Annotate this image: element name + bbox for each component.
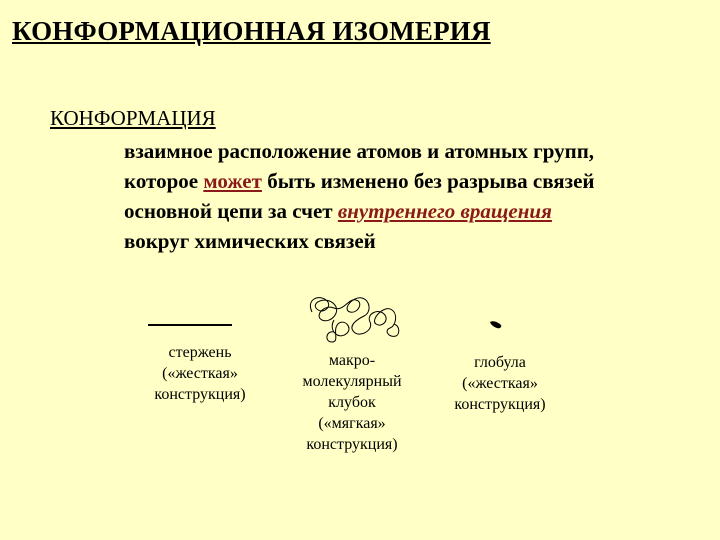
slide-title: КОНФОРМАЦИОННАЯ ИЗОМЕРИЯ	[12, 16, 491, 46]
coil-caption-line: молекулярный	[302, 373, 402, 390]
highlight-internal-rotation: внутреннего вращения	[337, 199, 552, 223]
rod-caption-line: конструкция)	[154, 386, 246, 403]
globule-caption-line: («жесткая»	[462, 375, 538, 392]
globule-caption	[430, 352, 570, 415]
globule-caption-line: конструкция)	[454, 396, 546, 413]
coil-caption-line: конструкция)	[306, 436, 398, 453]
globule-caption-line: глобула	[474, 354, 526, 371]
tangled-coil-icon	[304, 290, 404, 346]
definition-line-4: вокруг химических связей	[124, 229, 376, 253]
rod-caption-line: («жесткая»	[162, 365, 238, 382]
coil-caption	[282, 350, 422, 455]
definition-line-1: взаимное расположение атомов и атомных групп,	[124, 139, 595, 163]
definition-line-3: основной цепи за счет внутреннего вращения	[124, 199, 552, 223]
rod-caption-line: стержень	[168, 344, 232, 361]
coil-caption-line: («мягкая»	[318, 415, 386, 432]
definition-line-2: которое может быть изменено без разрыва связей	[124, 169, 595, 193]
rod-caption	[130, 342, 270, 405]
rod-line-icon	[146, 318, 236, 330]
definition-text	[124, 136, 595, 256]
globule-dot-icon	[488, 318, 504, 332]
highlight-may: может	[203, 169, 262, 193]
coil-caption-line: макро-	[328, 352, 376, 369]
coil-caption-line: клубок	[328, 394, 376, 411]
term-heading: КОНФОРМАЦИЯ	[50, 106, 216, 130]
